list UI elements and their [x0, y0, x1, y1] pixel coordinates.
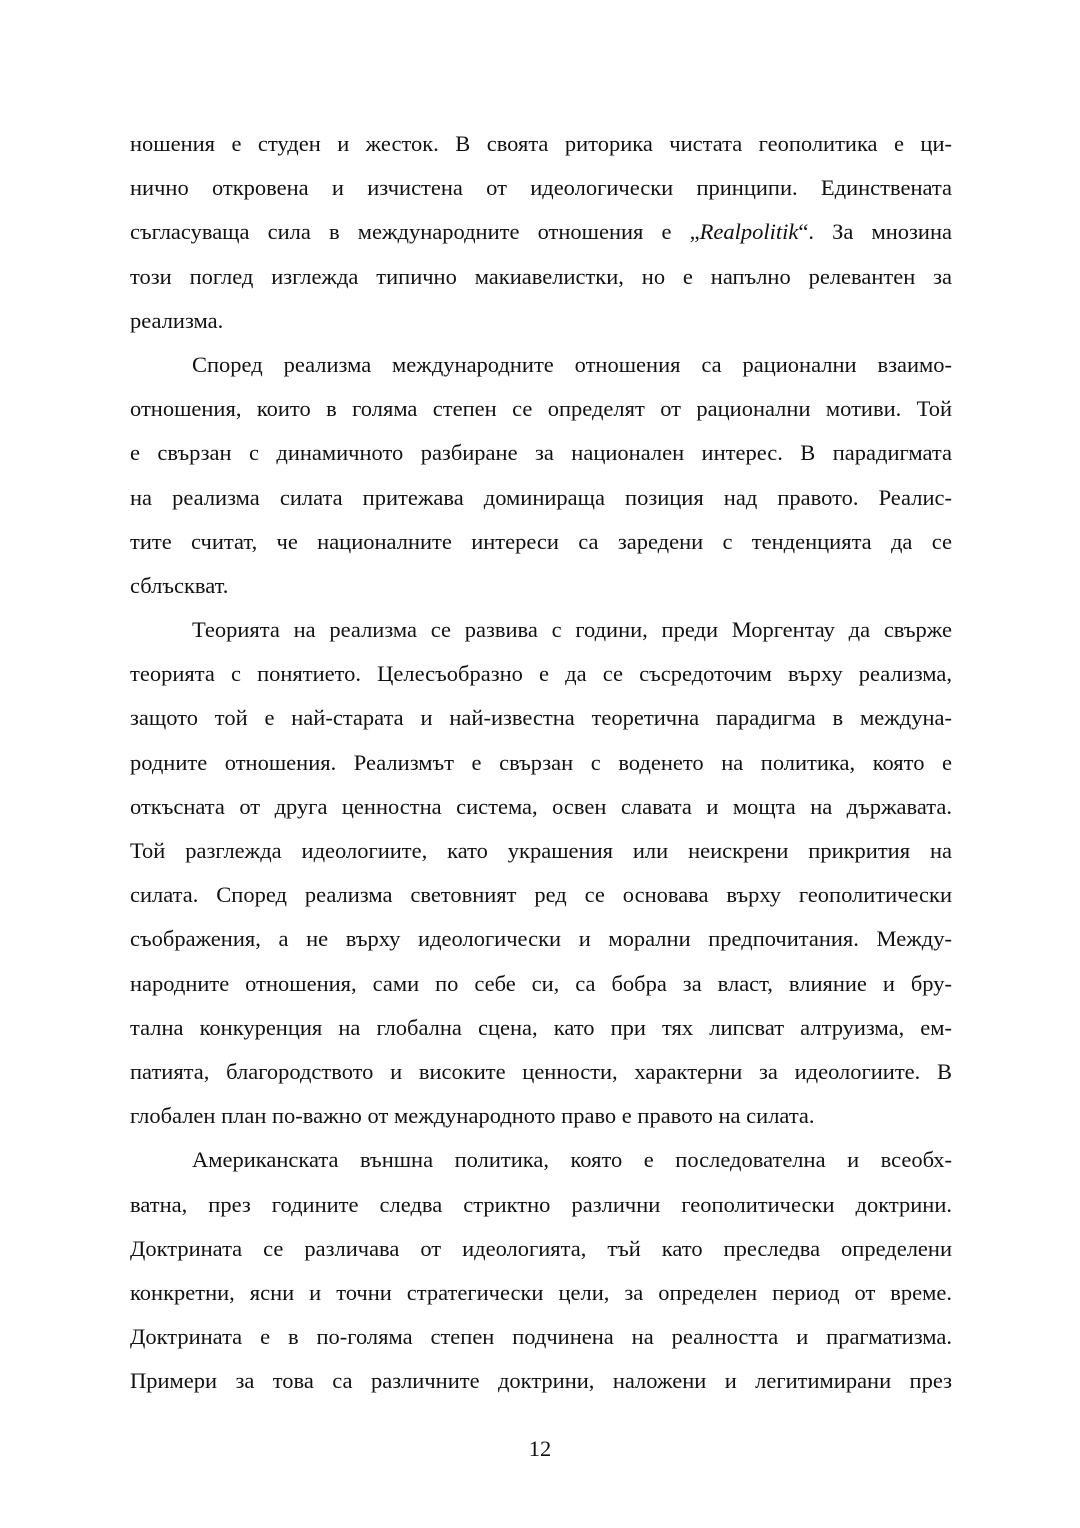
italic-term: Realpolitik — [699, 219, 799, 245]
text-line: е свързан с динамичното разбиране за национален интерес. В парадигмата — [130, 440, 952, 466]
text-line: откъсната от друга ценностна система, освен славата и мощта на държавата. — [130, 793, 952, 819]
text-line: Примери за това са различните доктрини, наложени и легитимирани през — [130, 1368, 952, 1394]
text-line: силата. Според реализма световният ред се основава върху геополитически — [130, 882, 952, 908]
text-line: конкретни, ясни и точни стратегически цели, за определен период от време. — [130, 1279, 952, 1305]
text-segment: “. За мнозина — [798, 219, 952, 245]
text-line: сблъскват. — [130, 572, 229, 598]
page-number: 12 — [528, 1436, 552, 1461]
text-line: защото той е най-старата и най-известна теоретична парадигма в междуна- — [130, 705, 952, 731]
text-line: този поглед изглежда типично макиавелистки, но е напълно релевантен за — [130, 263, 952, 289]
text-line: реализма. — [130, 307, 224, 333]
text-line: тална конкуренция на глобална сцена, като при тях липсват алтруизма, ем- — [130, 1014, 952, 1040]
text-line: нично откровена и изчистена от идеологически принципи. Единствената — [130, 175, 952, 201]
text-line: тите считат, че националните интереси са заредени с тенденцията да се — [130, 528, 952, 554]
text-line: Той разглежда идеологиите, като украшения или неискрени прикрития на — [130, 838, 952, 863]
text-segment: съгласуваща сила в международните отношения е „ — [130, 219, 700, 245]
text-line: ношения е студен и жесток. В своята риторика чистата геополитика е ци- — [130, 131, 952, 156]
paragraph-2 — [130, 343, 952, 608]
text-line — [130, 210, 952, 254]
text-line: Теорията на реализма се развива с години, преди Моргентау да свърже — [192, 617, 952, 643]
page-body — [130, 122, 952, 1403]
text-line: народните отношения, сами по себе си, са бобра за власт, влияние и бру- — [130, 970, 952, 996]
text-line: съображения, а не върху идеологически и морални предпочитания. Между- — [130, 926, 952, 952]
text-line: теорията с понятието. Целесъобразно е да се съсредоточим върху реализма, — [130, 661, 952, 687]
text-line: Доктрината е в по-голяма степен подчинена на реалността и прагматизма. — [130, 1324, 952, 1350]
text-line: Американската външна политика, която е последователна и всеобх- — [192, 1147, 952, 1173]
text-line: на реализма силата притежава доминираща позиция над правото. Реалис- — [130, 484, 952, 510]
paragraph-4 — [130, 1138, 952, 1403]
text-line: Доктрината се различава от идеологията, тъй като преследва определени — [130, 1235, 952, 1261]
text-line: глобален план по-важно от международното право е правото на силата. — [130, 1103, 815, 1129]
text-line: патията, благородството и високите ценности, характерни за идеологиите. В — [130, 1058, 952, 1084]
text-line: Според реализма международните отношения са рационални взаимо- — [192, 351, 952, 377]
paragraph-1 — [130, 122, 952, 343]
text-line: родните отношения. Реализмът е свързан с воденето на политика, която е — [130, 749, 952, 775]
text-line: ватна, през годините следва стриктно различни геополитически доктрини. — [130, 1191, 952, 1217]
text-line: отношения, които в голяма степен се определят от рационални мотиви. Той — [130, 396, 952, 422]
paragraph-3 — [130, 608, 952, 1138]
